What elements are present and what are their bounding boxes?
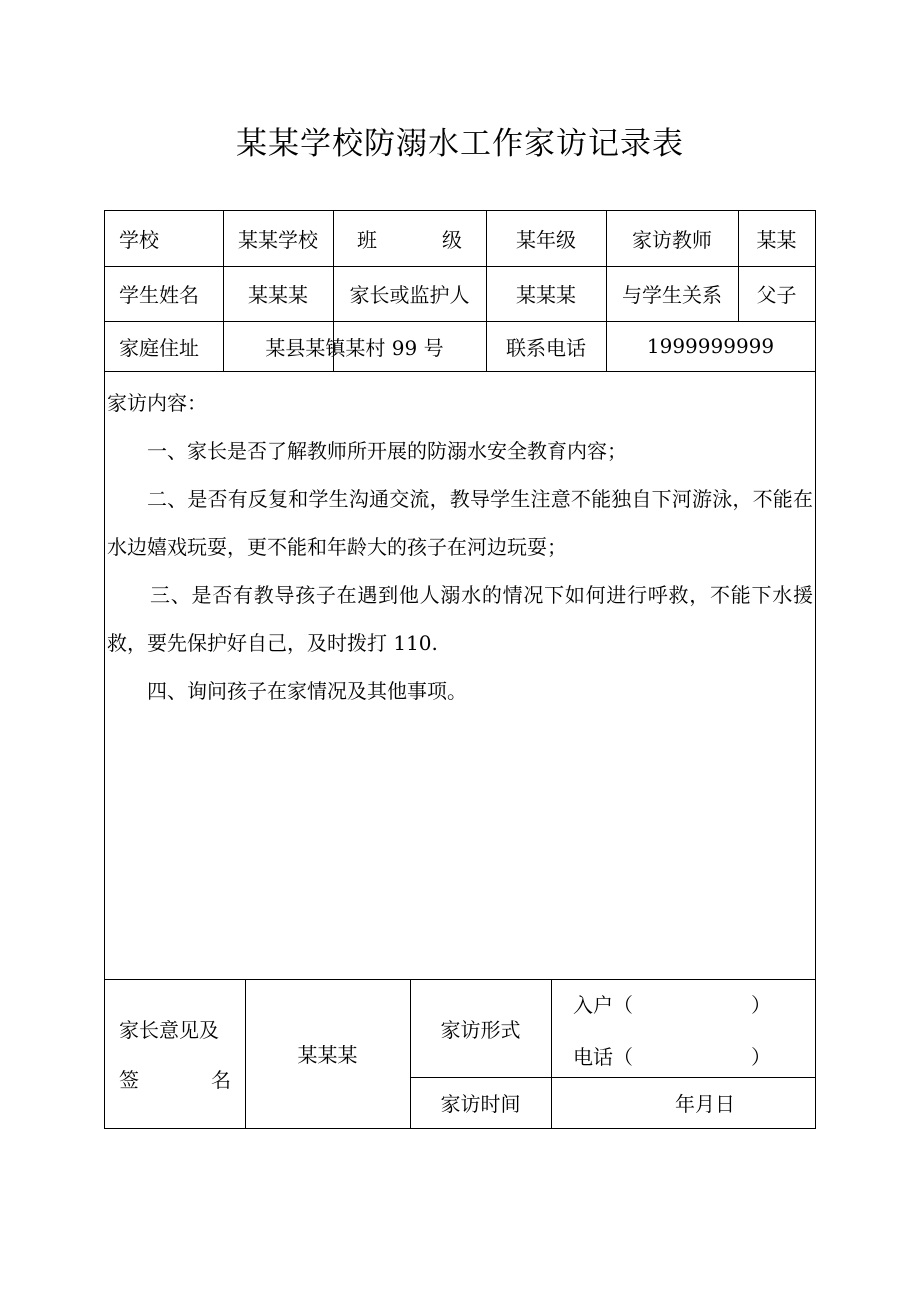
address-value: 某县某镇某村 99 号 [265, 335, 444, 360]
parent-opinion-value: 某某某 [297, 1043, 358, 1067]
class-label-part: 班 [357, 228, 377, 252]
parent-opinion-label [105, 1011, 245, 1111]
visit-content-label: 家访内容： [107, 391, 207, 415]
visit-form-home-close: ） [751, 993, 771, 1017]
phone-label: 联系电话 [506, 335, 586, 360]
guardian-value: 某某某 [516, 283, 576, 307]
class-label [333, 211, 486, 266]
visit-form-phone [573, 1041, 771, 1070]
visit-form-home [573, 989, 771, 1018]
school-value: 某某学校 [238, 228, 318, 252]
visit-record-table [104, 210, 816, 1129]
row-divider [105, 371, 815, 372]
page-title: 某某学校防溺水工作家访记录表 [236, 126, 684, 162]
teacher-label: 家访教师 [632, 228, 712, 252]
visit-form-phone-label: 电话（ [573, 1045, 633, 1069]
visit-form-home-label: 入户（ [573, 993, 633, 1017]
visit-content-item: 二、是否有反复和学生沟通交流，教导学生注意不能独自下河游泳，不能在水边嬉戏玩耍，更不能和年龄大的孩子在河边玩耍； [107, 487, 813, 559]
relation-value: 父子 [756, 283, 797, 307]
visit-content [105, 373, 815, 715]
address-label: 家庭住址 [119, 335, 199, 360]
class-value: 某年级 [516, 228, 576, 252]
name-char: 名 [211, 1068, 231, 1092]
visit-content-item: 一、家长是否了解教师所开展的防溺水安全教育内容； [147, 439, 627, 463]
visit-content-item: 三、是否有教导孩子在遇到他人溺水的情况下如何进行呼救，不能下水援救，要先保护好自己，及时拨打 110. [107, 583, 813, 655]
class-label-part: 级 [442, 228, 462, 252]
school-label: 学校 [119, 228, 159, 252]
visit-form-label: 家访形式 [440, 1017, 521, 1042]
visit-form-phone-close: ） [751, 1045, 771, 1069]
student-label: 学生姓名 [119, 283, 199, 307]
guardian-label: 家长或监护人 [349, 283, 470, 307]
parent-opinion-label-line [119, 1049, 231, 1111]
parent-opinion-label-line: 家长意见及 [119, 1018, 219, 1042]
visit-time-label: 家访时间 [440, 1092, 521, 1116]
sign-char: 签 [119, 1068, 139, 1092]
visit-time-value: 年月日 [675, 1092, 735, 1116]
phone-value: 1999999999 [646, 334, 775, 358]
teacher-value: 某某 [756, 228, 797, 252]
visit-content-item: 四、询问孩子在家情况及其他事项。 [147, 679, 467, 703]
relation-label: 与学生关系 [622, 283, 722, 307]
student-value: 某某某 [248, 283, 308, 307]
